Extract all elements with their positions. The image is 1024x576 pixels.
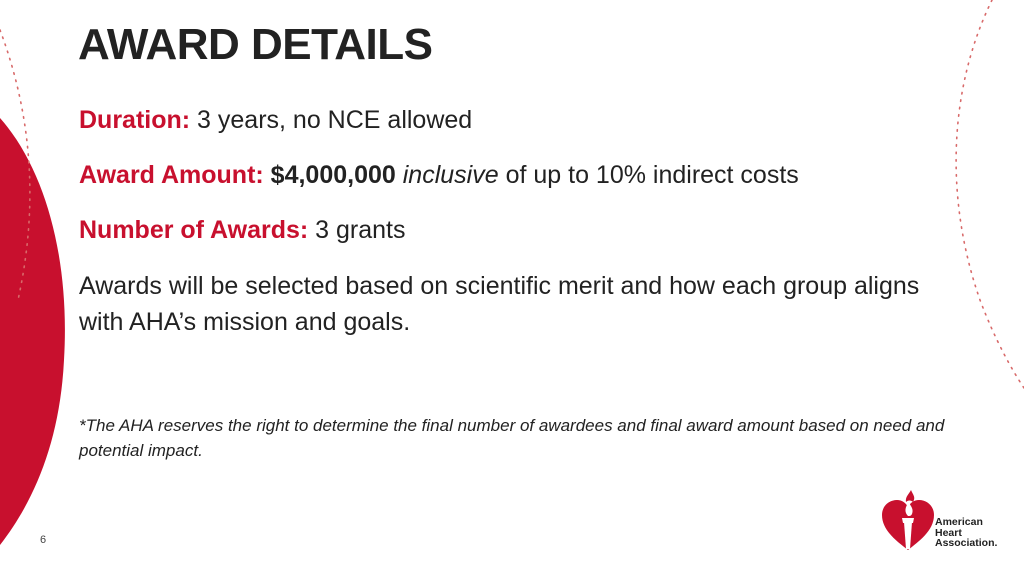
heart-torch-icon [880,488,936,554]
dotted-arc-right [956,0,1024,388]
duration-line [79,104,472,136]
selection-paragraph: Awards will be selected based on scientific merit and how each group aligns with AHA’s mission and goals. [79,272,920,336]
footnote: *The AHA reserves the right to determine the final number of awardees and final award amount based on need and potential impact. [79,416,945,460]
number-of-awards-value: 3 grants [308,216,406,244]
award-amount-text: of up to 10% indirect costs [498,161,799,189]
award-amount-value: $4,000,000 [270,161,396,189]
duration-label: Duration: [79,106,191,134]
aha-logo [880,488,1010,554]
aha-wordmark [935,517,997,549]
number-of-awards-label: Number of Awards: [79,216,309,244]
logo-line-2: Heart [935,526,962,539]
logo-line-3: Association. [935,537,998,549]
award-amount-qualifier: inclusive [402,161,499,189]
page-number: 6 [40,534,47,546]
award-amount-line [79,159,799,191]
duration-value: 3 years, no NCE allowed [190,106,473,134]
award-amount-label: Award Amount: [79,161,264,189]
logo-line-1: American [935,516,983,528]
red-arc-shape [0,118,65,545]
page-title: AWARD DETAILS [78,20,433,69]
number-of-awards-line [79,214,405,246]
